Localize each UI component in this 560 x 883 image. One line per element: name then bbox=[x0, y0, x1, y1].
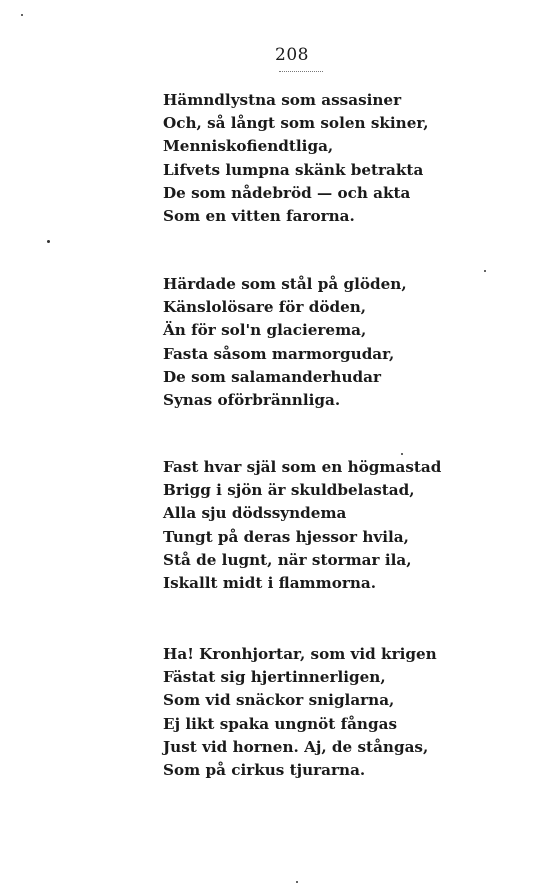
poem-line: Synas oförbrännliga. bbox=[163, 390, 341, 409]
poem-line: Iskallt midt i flammorna. bbox=[163, 573, 377, 592]
poem-line: Fast hvar själ som en högmastad bbox=[163, 458, 442, 476]
poem-line: Känslolösare för döden, bbox=[163, 298, 367, 317]
poem-line: Lifvets lumpna skänk betrakta bbox=[163, 160, 424, 179]
poem-line: Som vid snäckor sniglarna, bbox=[163, 691, 395, 710]
scan-speck bbox=[21, 14, 23, 16]
poem-line: De som nådebröd — och akta bbox=[163, 183, 411, 202]
poem-line: Brigg i sjön är skuldbelastad, bbox=[163, 481, 415, 500]
poem-line: Ej likt spaka ungnöt fångas bbox=[163, 714, 397, 733]
page-number-rule bbox=[279, 71, 323, 72]
poem-line: Fasta såsom marmorgudar, bbox=[163, 344, 395, 363]
poem-line: Ha! Kronhjortar, som vid krigen bbox=[163, 645, 437, 663]
poem-line: Hämndlystna som assasiner bbox=[163, 91, 402, 109]
poem-line: Och, så långt som solen skiner, bbox=[163, 114, 429, 133]
poem-line: De som salamanderhudar bbox=[163, 367, 381, 386]
poem-line: Tungt på deras hjessor hvila, bbox=[163, 527, 409, 546]
stanza-2 bbox=[163, 273, 463, 412]
poem-line: Alla sju dödssyndema bbox=[163, 504, 347, 523]
scan-speck bbox=[401, 453, 403, 455]
poem-line: Stå de lugnt, när stormar ila, bbox=[163, 550, 412, 569]
stanza-1 bbox=[163, 89, 463, 228]
poem-line: Fästat sig hjertinnerligen, bbox=[163, 668, 386, 687]
page-number: 208 bbox=[275, 45, 309, 65]
stanza-4 bbox=[163, 643, 463, 782]
poem-line: Just vid hornen. Aj, de stångas, bbox=[163, 737, 429, 756]
poem-line: Som på cirkus tjurarna. bbox=[163, 760, 366, 779]
scan-speck bbox=[484, 270, 486, 272]
stanza-3 bbox=[163, 456, 463, 595]
poem-line: Som en vitten farorna. bbox=[163, 206, 355, 225]
poem-line: Än för sol'n glacierema, bbox=[163, 321, 367, 340]
scan-speck bbox=[47, 240, 50, 243]
poem-line: Härdade som stål på glöden, bbox=[163, 275, 407, 293]
poem-line: Menniskofiendtliga, bbox=[163, 137, 334, 156]
